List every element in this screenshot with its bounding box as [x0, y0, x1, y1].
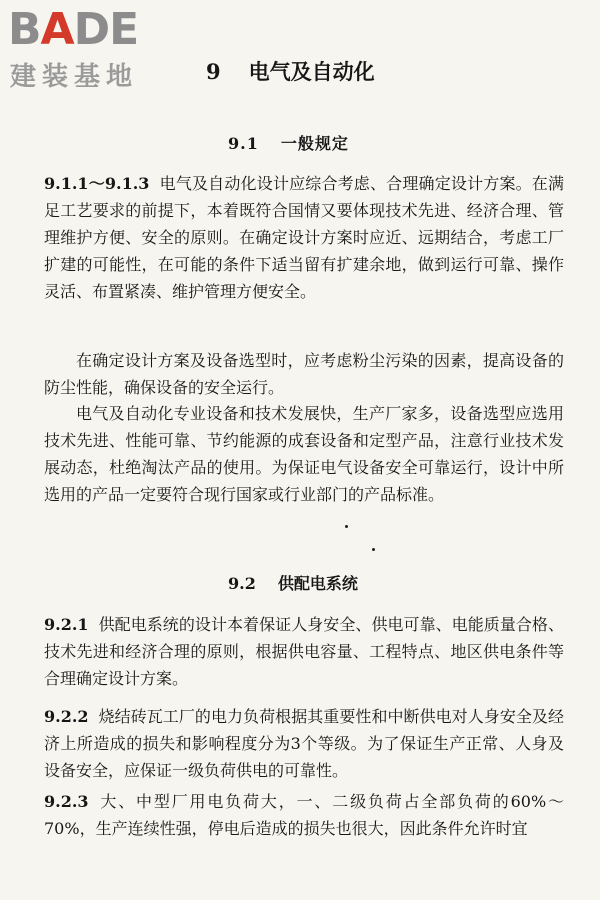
watermark-logo [8, 6, 178, 94]
chapter-title: 电气及自动化 [248, 59, 375, 84]
chapter-heading [206, 56, 375, 86]
paragraph-text: 电气及自动化设计应综合考虑、合理确定设计方案。在满足工艺要求的前提下，本着既符合国情又要体现技术先进、经济合理、管理维护方便、安全的原则。在确定设计方案时应近、远期结合，考虑工厂扩建的可能性，在可能的条件下适当留有扩建余地，做到运行可靠、操作灵活、布置紧凑、维护管理方便安全。 [44, 174, 564, 301]
section-heading [228, 571, 358, 594]
section-number: 9.1 [228, 134, 259, 153]
body-paragraph [44, 400, 564, 508]
section-title: 供配电系统 [277, 574, 358, 593]
chapter-number: 9 [206, 59, 221, 84]
paragraph-text: 在确定设计方案及设备选型时，应考虑粉尘污染的因素，提高设备的防尘性能，确保设备的安全运行。 [44, 351, 564, 397]
clause-number: 9.2.3 [44, 792, 89, 811]
clause-number: 9.2.1 [44, 615, 89, 634]
paragraph-text: 供配电系统的设计本着保证人身安全、供电可靠、电能质量合格、技术先进和经济合理的原则，根据供电容量、工程特点、地区供电条件等合理确定设计方案。 [44, 615, 564, 688]
scan-speck [345, 525, 348, 528]
body-paragraph [44, 347, 564, 401]
section-title: 一般规定 [280, 134, 349, 153]
section-number: 9.2 [228, 574, 256, 593]
clause-paragraph [44, 611, 564, 692]
logo-wordmark: BADE [8, 4, 139, 55]
section-heading [228, 131, 349, 154]
paragraph-text: 电气及自动化专业设备和技术发展快，生产厂家多，设备选型应选用技术先进、性能可靠、节约能源的成套设备和定型产品，注意行业技术发展动态，杜绝淘汰产品的使用。为保证电气设备安全可靠运行，设计中所选用的产品一定要符合现行国家或行业部门的产品标准。 [44, 404, 564, 504]
scan-speck [372, 548, 375, 551]
paragraph-text: 大、中型厂用电负荷大，一、二级负荷占全部负荷的60%～70%，生产连续性强，停电后造成的损失也很大，因此条件允许时宜 [44, 792, 564, 838]
clause-paragraph [44, 170, 564, 305]
clause-number: 9.1.1～9.1.3 [44, 174, 150, 193]
clause-number: 9.2.2 [44, 707, 89, 726]
clause-paragraph [44, 788, 564, 842]
paragraph-text: 烧结砖瓦工厂的电力负荷根据其重要性和中断供电对人身安全及经济上所造成的损失和影响程度分为3个等级。为了保证生产正常、人身及设备安全，应保证一级负荷供电的可靠性。 [44, 707, 564, 780]
clause-paragraph [44, 703, 564, 784]
logo-subtitle: 建装基地 [10, 62, 139, 92]
